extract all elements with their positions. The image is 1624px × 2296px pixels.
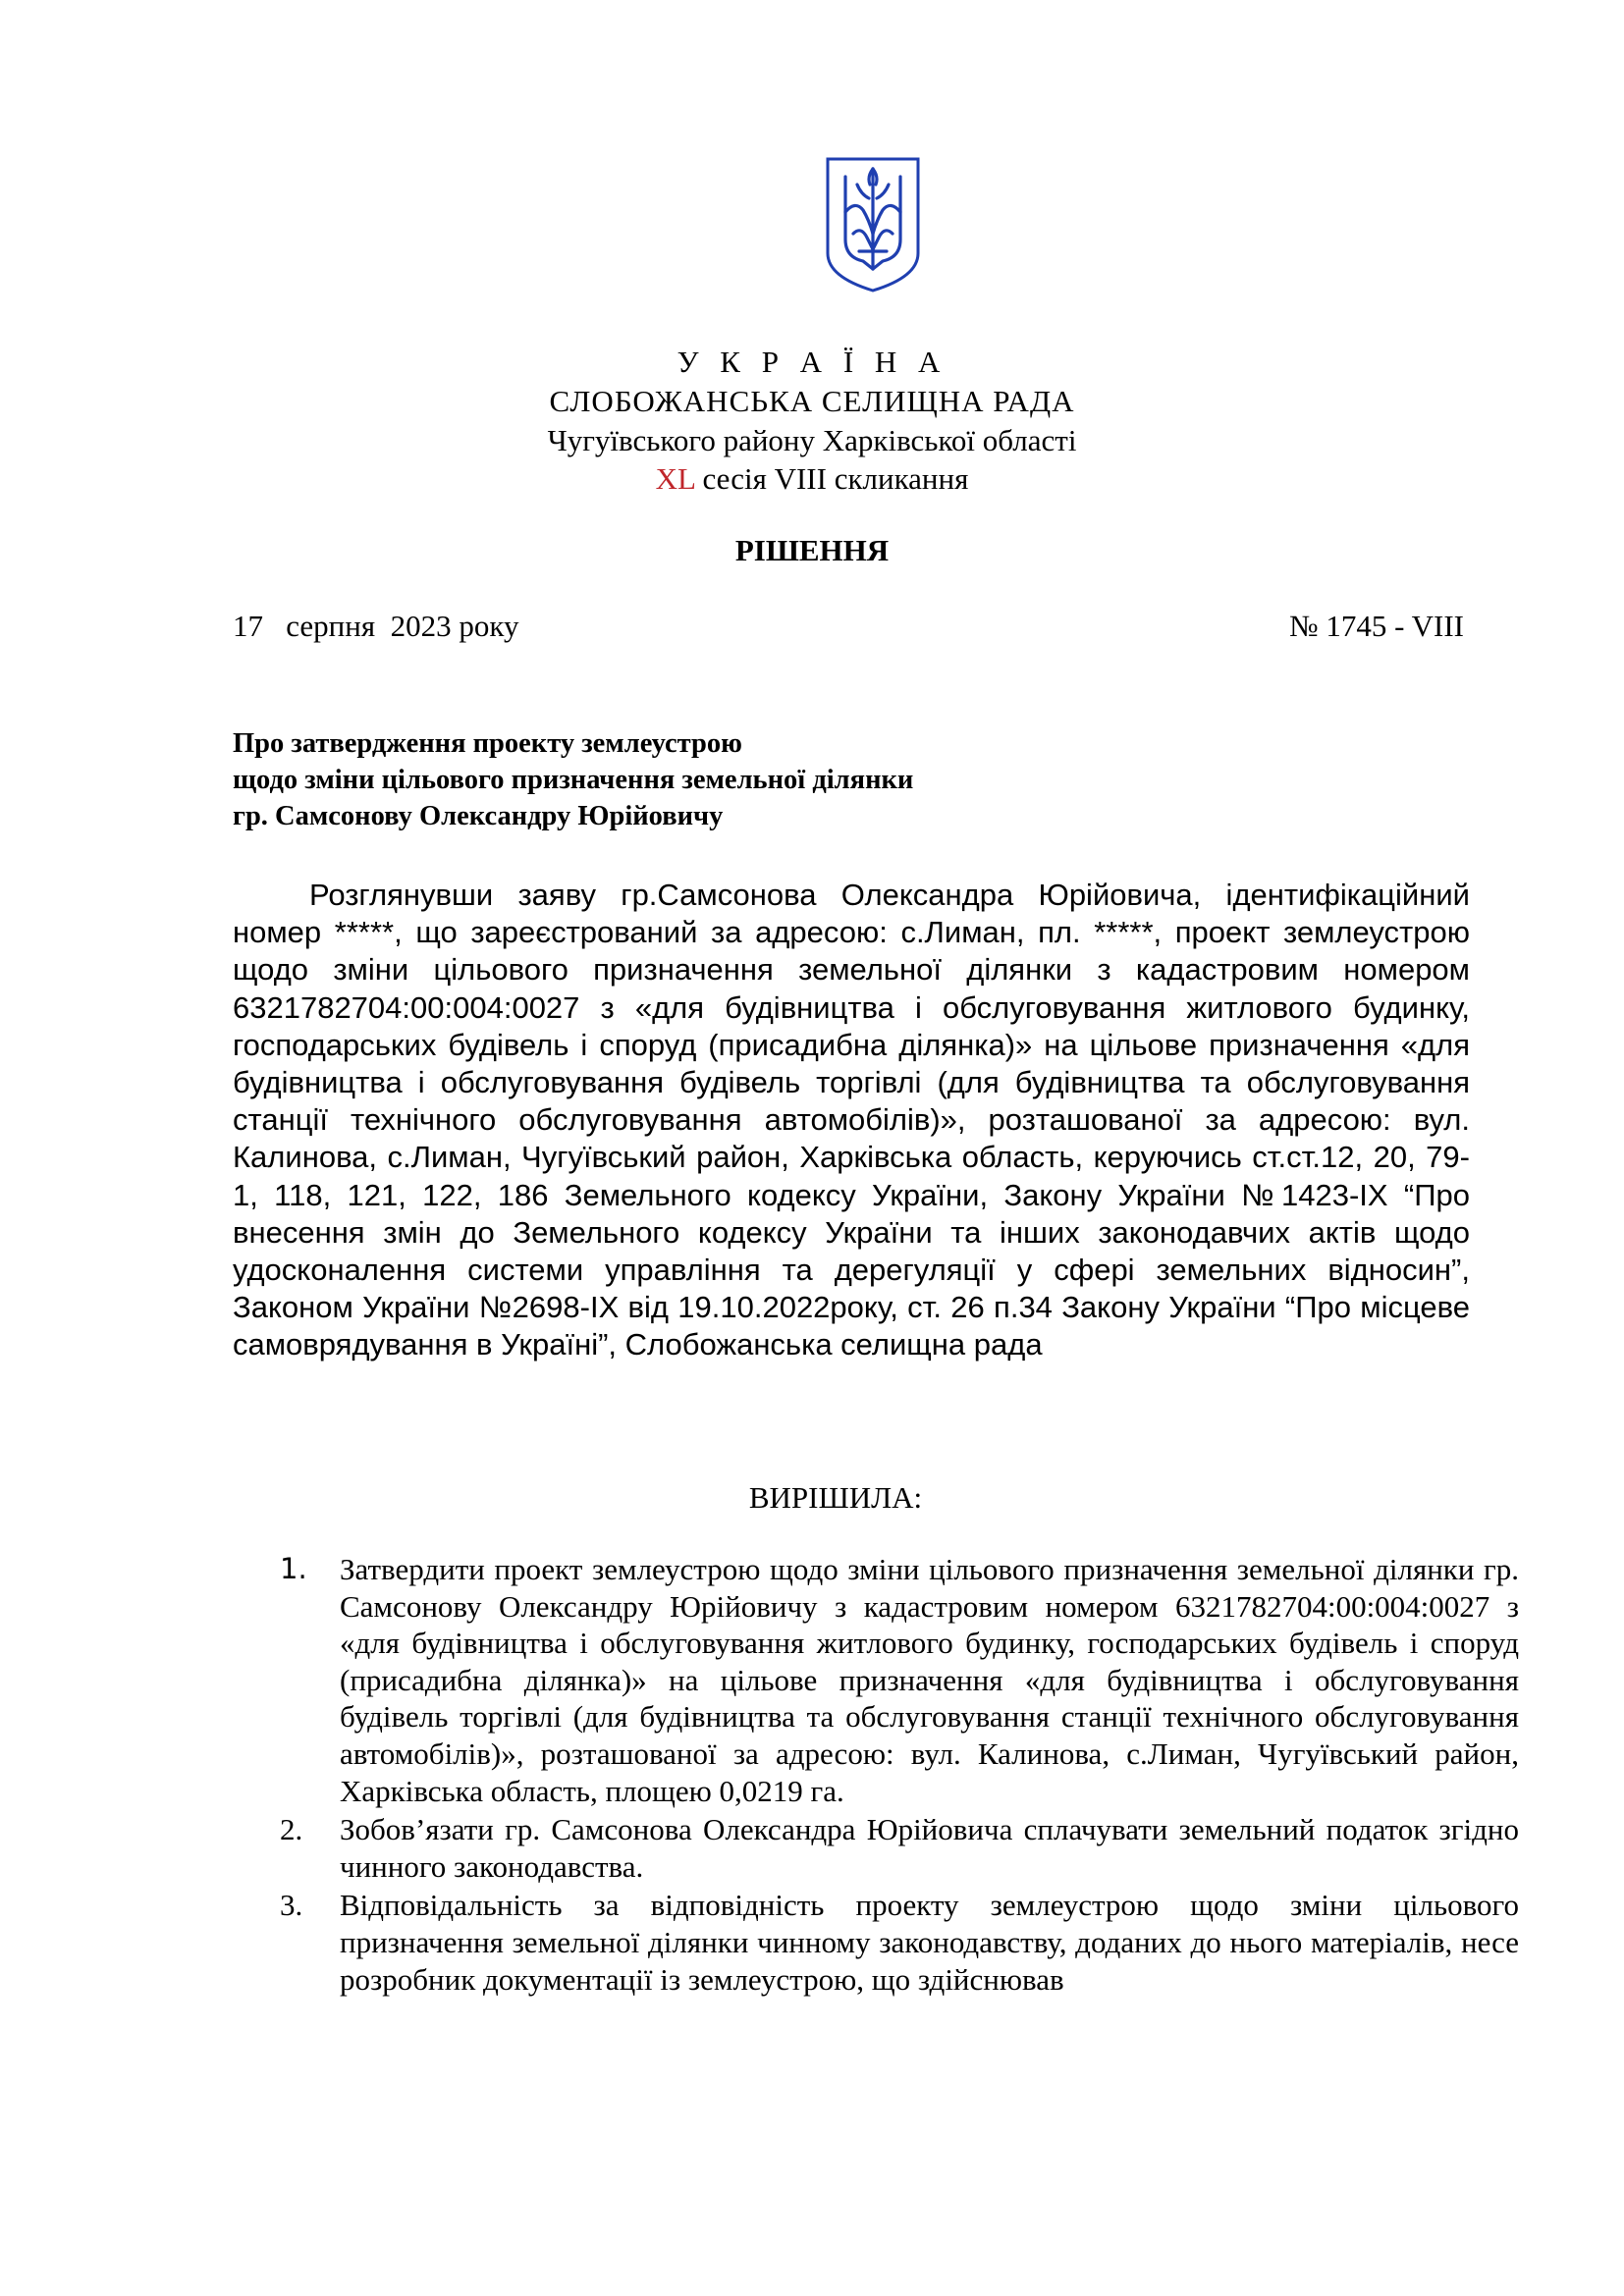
item-number: 1. (280, 1552, 307, 1585)
decision-title (233, 725, 913, 834)
item-text: Зобов’язати гр. Самсонова Олександра Юрійовича сплачувати земельний податок згідно чинного законодавства. (340, 1812, 1519, 1884)
item-text: Затвердити проект землеустрою щодо зміни цільового призначення земельної ділянки гр. Самсонову Олександру Юрійовичу з кадастровим номером 6321782704:00:004:0027 з «для будівництва і обслуговування житлового будинку, господарських будівель і споруд (присадибна ділянка)» на цільове призначення «для будівництва і обслуговування будівель торгівлі (для будівництва та обслуговування станції технічного обслуговування автомобілів)», розташованої за адресою: вул. Калинова, с.Лиман, Чугуївський район, Харківська область, площею 0,0219 га. (340, 1552, 1519, 1808)
district-name: Чугуївського району Харківської області (547, 423, 1077, 457)
coat-of-arms-icon (824, 155, 922, 294)
council-name: СЛОБОЖАНСЬКА СЕЛИЩНА РАДА (549, 384, 1075, 418)
session-convocation: сесія VIII скликання (694, 461, 969, 496)
decision-items (280, 1551, 1519, 2000)
item-number: 3. (280, 1888, 303, 1923)
document-type: РІШЕННЯ (734, 533, 890, 567)
decision-item (280, 1811, 1519, 1885)
title-line: Про затвердження проекту землеустрою (233, 728, 742, 759)
decision-item (280, 1551, 1519, 1809)
item-text: Відповідальність за відповідність проекту землеустрою щодо зміни цільового призначення земельної ділянки чинному законодавству, доданих до нього матеріалів, несе розробник документації із землеустрою, що здійснював (340, 1888, 1519, 1997)
country-name: У К Р А Ї Н А (677, 345, 947, 379)
decision-item (280, 1887, 1519, 1998)
decision-number: № 1745 - VIII (1289, 609, 1464, 643)
session-number: XL (655, 461, 695, 496)
preamble-paragraph: Розглянувши заяву гр.Самсонова Олександра Юрійовича, ідентифікаційний номер *****, що зареєстрований за адресою: с.Лиман, пл. *****, проект землеустрою щодо зміни цільового призначення земельної ділянки з кадастровим номером 6321782704:00:004:0027 з «для будівництва і обслуговування житлового будинку, господарських будівель і споруд (присадибна ділянка)» на цільове призначення «для будівництва і обслуговування будівель торгівлі (для будівництва та обслуговування станції технічного обслуговування автомобілів)», розташованої за адресою: вул. Калинова, с.Лиман, Чугуївський район, Харківська область, керуючись ст.ст.12, 20, 79-1, 118, 121, 122, 186 Земельного кодексу України, Закону України №1423-IX “Про внесення змін до Земельного кодексу України та інших законодавчих актів щодо удосконалення системи управління та дерегуляції у сфері земельних відносин”, Законом України №2698-IX від 19.10.2022року, ст. 26 п.34 Закону України “Про місцеве самоврядування в Україні”, Слобожанська селищна рада (233, 878, 1470, 1362)
item-number: 2. (280, 1812, 303, 1847)
title-line: гр. Самсонову Олександру Юрійовичу (233, 801, 724, 831)
title-line: щодо зміни цільового призначення земельної ділянки (233, 765, 914, 795)
session-line (0, 461, 1624, 497)
decision-date: 17 серпня 2023 року (233, 609, 519, 643)
resolved-heading: ВИРІШИЛА: (748, 1480, 923, 1515)
